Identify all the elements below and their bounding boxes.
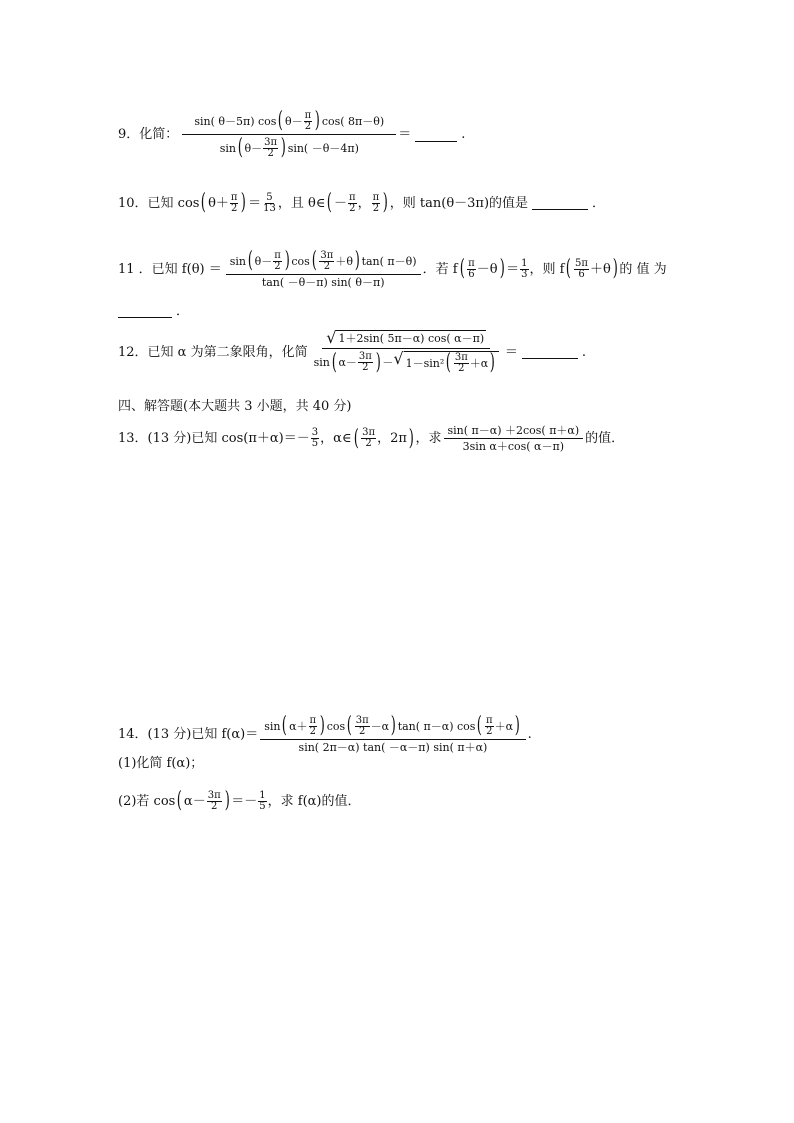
question-11-line2: ．: [118, 304, 189, 318]
q12-answer-blank[interactable]: [522, 345, 578, 359]
question-13: 13．(13 分)已知 cos(π＋α)＝－ 3 5 ，α∈ ( 3π 2 ，2π ) ，求 $\frac{\sin( \pi-\alpha) +2\cos( \pi+\alpha)}{\text{3sin α＋cos( α－π)}}$ 的值．: [118, 424, 625, 453]
q14-fraction: sin ( α＋ π 2 ) cos ( 3π 2 －α ) tan( π－α) cos ( π 2 ＋α ) sin( 2π－α) tan( －α－π) sin( π＋α): [260, 715, 525, 753]
question-11: 11 ．已知 f(θ) ＝ sin ( θ－ π 2 ) cos ( 3π 2 ＋θ ) tan( π－θ) tan( －θ－π) sin( θ－π) ．若 f ( π 6 －θ ) ＝ 1 3 ，则 f ( 5π 6 ＋θ ) 的 值 为: [118, 248, 667, 289]
q12-fraction: √ 1＋2sin( 5π－α) cos( α－π) sin ( α－ 3π 2 ) － √ 1－sin² ( 3π 2 ＋α ): [310, 330, 503, 374]
question-14-part-2: (2)若 cos ( α－ 3π 2 ) ＝－ 1 5 ，求 f(α)的值．: [118, 788, 361, 813]
question-14-part-1: (1)化简 f(α)；: [118, 756, 204, 771]
question-9: 9．化简： sin( θ－5π) cos ( θ－ π 2 ) cos( 8π－θ) sin ( θ－ 3π 2 ) sin( －θ－4π) ＝ .: [118, 108, 466, 160]
q9-answer-blank[interactable]: [415, 128, 457, 142]
q13-fraction: $\frac{\sin( \pi-\alpha) +2\cos( \pi+\alpha)}{\text{3sin α＋cos( α－π)}}$: [444, 425, 584, 452]
question-12: 12．已知 α 为第二象限角，化简 √ 1＋2sin( 5π－α) cos( α－π) sin ( α－ 3π 2 ) － √ 1－sin² ( 3π 2 ＋α ) ＝ .: [118, 328, 586, 375]
q10-answer-blank[interactable]: [532, 196, 588, 210]
q9-fraction: sin( θ－5π) cos ( θ－ π 2 ) cos( 8π－θ) sin ( θ－ 3π 2 ) sin( －θ－4π): [182, 110, 396, 159]
q11-answer-blank[interactable]: [118, 304, 172, 318]
question-10: 10．已知 cos ( θ＋ π 2 ) ＝ 5 13 ，且 θ∈ ( － π 2 ， π 2 ) ，则 tan(θ－3π)的值是 ．: [118, 190, 606, 215]
q9-prefix: 9．化简：: [118, 127, 179, 142]
q11-fraction: sin ( θ－ π 2 ) cos ( 3π 2 ＋θ ) tan( π－θ) tan( －θ－π) sin( θ－π): [226, 250, 421, 288]
section-4-heading: 四、解答题(本大题共 3 小题，共 40 分): [118, 399, 352, 414]
question-14: 14．(13 分)已知 f(α)＝ sin ( α＋ π 2 ) cos ( 3π 2 －α ) tan( π－α) cos ( π 2 ＋α ) sin( 2π－α) tan( －α－π) sin( π＋α) .: [118, 713, 532, 754]
